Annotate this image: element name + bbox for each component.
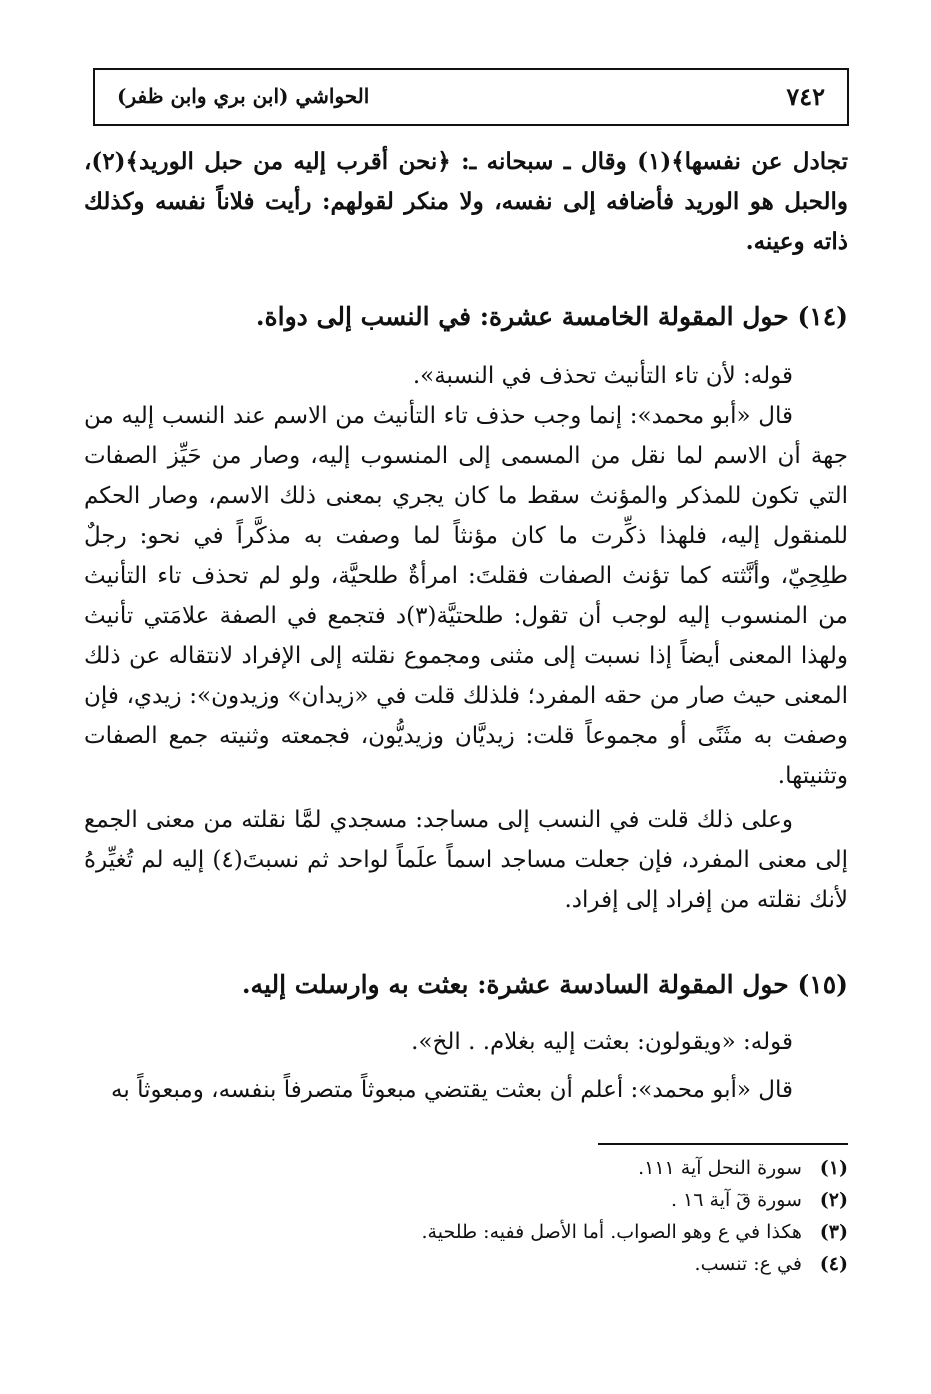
- intro-block: [84, 142, 848, 262]
- section-14-body: [84, 356, 848, 920]
- footnote-1-number: (١): [819, 1157, 848, 1179]
- section-15-body: [84, 1022, 848, 1110]
- intro-paragraph: تجادل عن نفسها﴾(١) وقال ـ سبحانه ـ: ﴿نحن أقرب إليه من حبل الوريد﴾(٢)، والحبل هو الوريد فأضافه إلى نفسه، ولا منكر لقولهم: رأيت فلاناً نفسه وكذلك ذاته وعينه.: [84, 148, 849, 255]
- footnote-1-text: سورة النحل آية ١١١.: [638, 1157, 802, 1179]
- footnote-3: [300, 1216, 848, 1248]
- footnote-1: [300, 1152, 848, 1184]
- footnote-2: [300, 1184, 848, 1216]
- section-14-heading: (١٤) حول المقولة الخامسة عشرة: في النسب إلى دواة.: [255, 302, 848, 331]
- running-title: الحواشي (ابن بري وابن ظفر): [117, 84, 370, 108]
- section-14-quote: قوله: لأن تاء التأنيث تحذف في النسبة».: [412, 363, 793, 389]
- section-15-quote: قوله: «ويقولون: بعثت إليه بغلام. . الخ».: [411, 1029, 793, 1055]
- footnote-3-text: هكذا في ع وهو الصواب. أما الأصل ففيه: طلحية.: [421, 1221, 802, 1243]
- page-number: ٧٤٢: [786, 82, 825, 111]
- section-15-paragraph-1: قال «أبو محمد»: أعلم أن بعثت يقتضي مبعوثاً متصرفاً بنفسه، ومبعوثاً به: [111, 1077, 793, 1103]
- footnote-separator: [598, 1143, 848, 1145]
- footnote-2-text: سورة قٓ آية ١٦ .: [670, 1189, 802, 1211]
- footnote-4: [300, 1248, 848, 1280]
- page-header: [93, 68, 849, 126]
- section-15-heading: (١٥) حول المقولة السادسة عشرة: بعثت به وارسلت إليه.: [241, 970, 848, 999]
- footnotes: [300, 1152, 848, 1280]
- footnote-4-text: في ع: تنسب.: [694, 1253, 802, 1275]
- section-14-paragraph-1: قال «أبو محمد»: إنما وجب حذف تاء التأنيث من الاسم عند النسب إليه من جهة أن الاسم لما نقل من المسمى إلى المنسوب إليه، وصار من حَيِّز الصفات التي تكون للمذكر والمؤنث سقط ما كان يجري بمعنى ذلك الاسم، وصار الحكم للمنقول إليه، فلهذا ذكِّرت ما كان مؤنثاً لما وصفت به مذكَّراً في نحو: رجلٌ طلِحِيّ، وأنَّثته كما تؤنث الصفات فقلتَ: امرأةٌ طلحيَّة، ولو لم تحذف تاء التأنيث من المنسوب إليه لوجب أن تقول: طلحتيَّة(٣)د فتجمع في الصفة علامَتي تأنيث ولهذا المعنى أيضاً إذا نسبت إلى مثنى ومجموع نقلته إلى الإفراد لانتقاله عن ذلك المعنى حيث صار من حقه المفرد؛ فلذلك قلت في «زيدان» وزيدون»: زيدي، فإن وصفت به مثَنًى أو مجموعاً قلت: زيديَّان وزيديُّون، فجمعته وثنيته جمع الصفات وتثنيتها.: [84, 403, 849, 789]
- section-14-paragraph-2: وعلى ذلك قلت في النسب إلى مساجد: مسجدي لمَّا نقلته من معنى الجمع إلى معنى المفرد، فإن جعلت مساجد اسماً علَماً لواحد ثم نسبتَ(٤) إليه لم تُغيِّرهُ لأنك نقلته من إفراد إلى إفراد.: [84, 807, 848, 913]
- footnote-4-number: (٤): [819, 1253, 848, 1275]
- footnote-2-number: (٢): [819, 1189, 848, 1211]
- footnote-3-number: (٣): [819, 1221, 848, 1243]
